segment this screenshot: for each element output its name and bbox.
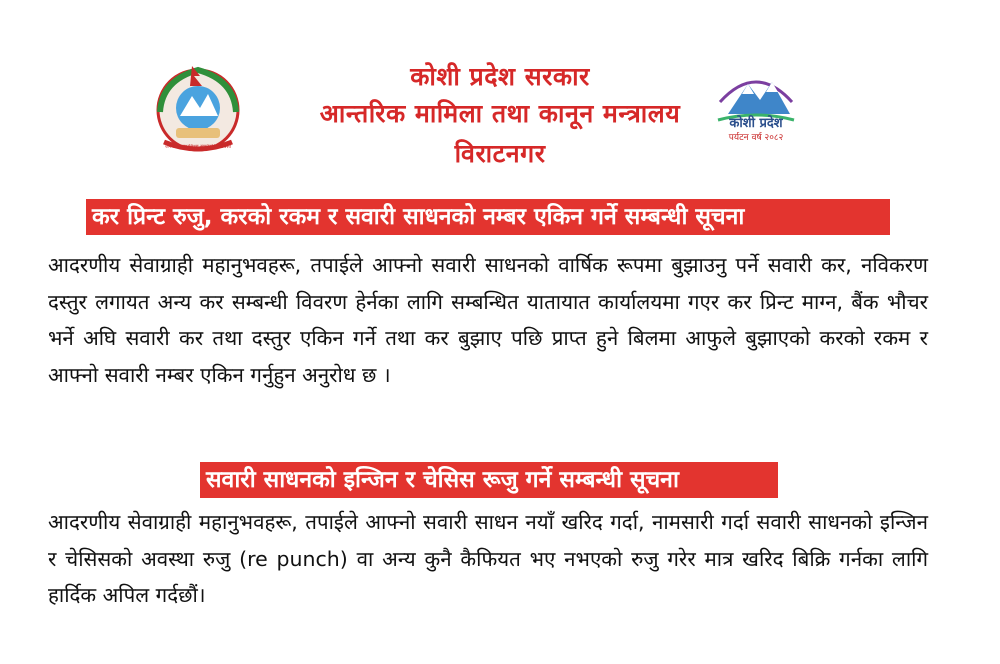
notice2-body: आदरणीय सेवाग्राही महानुभवहरू, तपाईले आफ्नो सवारी साधन नयाँ खरिद गर्दा, नामसारी गर्दा सवारी साधनको इन्जिन र चेसिसको अवस्था रुजु (re punch) वा अन्य कुनै कैफियत भए नभएको रुजु गरेर मात्र खरिद बिक्रि गर्नका लागि हार्दिक अपिल गर्दछौं।: [48, 510, 928, 607]
document-header: [0, 60, 1000, 174]
notice1-title: कर प्रिन्ट रुजु, करको रकम र सवारी साधनको नम्बर एकिन गर्ने सम्बन्धी सूचना: [86, 199, 890, 235]
header-ministry: आन्तरिक मामिला तथा कानून मन्त्रालय: [319, 99, 681, 128]
header-location: विराटनगर: [454, 139, 546, 168]
right-logo-caption: पर्यटन वर्ष २०८२: [728, 133, 784, 143]
header-government: कोशी प्रदेश सरकार: [410, 62, 590, 91]
notice1-body: आदरणीय सेवाग्राही महानुभवहरू, तपाईले आफ्नो सवारी साधनको वार्षिक रूपमा बुझाउनु पर्ने सवारी कर, नविकरण दस्तुर लगायत अन्य कर सम्बन्धी विवरण हेर्नका लागि सम्बन्धित यातायात कार्यालयमा गएर कर प्रिन्ट माग्न, बैंक भौचर भर्ने अघि सवारी कर तथा दस्तुर एकिन गर्ने तथा कर बुझाए पछि प्राप्त हुने बिलमा आफुले बुझाएको करको रकम र आफ्नो सवारी नम्बर एकिन गर्नुहुन अनुरोध छ ।: [48, 253, 928, 387]
notice2-title: सवारी साधनको इन्जिन र चेसिस रूजु गर्ने सम्बन्धी सूचना: [200, 462, 778, 498]
left-emblem-caption: जननी जन्मभूमिश्च स्वर्गादपि गरीयसी: [164, 144, 232, 150]
right-logo-title: कोशी प्रदेश: [729, 116, 783, 131]
